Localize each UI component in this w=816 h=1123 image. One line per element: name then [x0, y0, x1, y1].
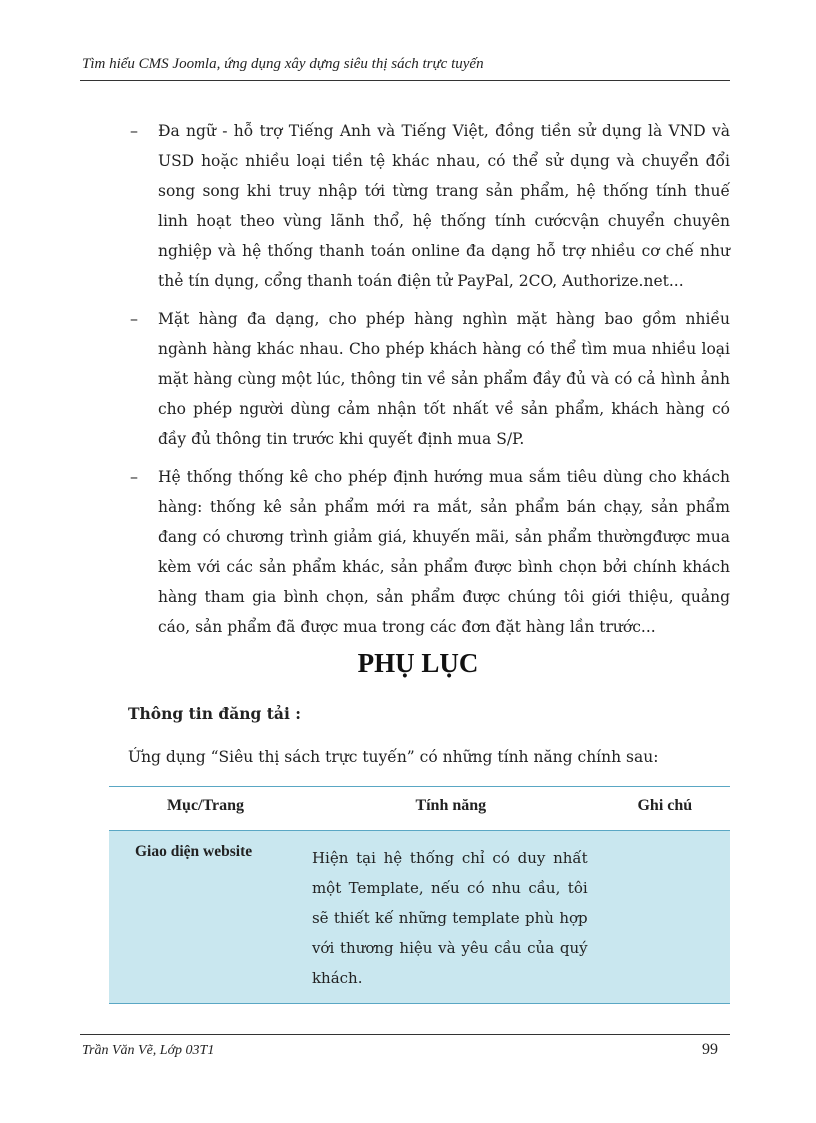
dash-marker: –: [130, 121, 138, 140]
page-footer: [80, 1034, 730, 1065]
dash-marker: –: [130, 309, 138, 328]
column-header-feature: Tính năng: [302, 787, 600, 831]
bullet-text: Hệ thống thống kê cho phép định hướng mua sắm tiêu dùng cho khách hàng: thống kê sản phẩm mới ra mắt, sản phẩm bán chạy, sản phẩm đang có chương trình giảm giá, khuyến mãi, sản phẩm thườngđược mua kèm với các sản phẩm khác, sản phẩm được bình chọn bởi chính khách hàng tham gia bình chọn, sản phẩm được chúng tôi giới thiệu, quảng cáo, sản phẩm đã được mua trong các đơn đặt hàng lần trước...: [158, 468, 730, 636]
column-header-item: Mục/Trang: [109, 787, 302, 831]
cell-feature: Hiện tại hệ thống chỉ có duy nhất một Template, nếu có nhu cầu, tôi sẽ thiết kế những template phù hợp với thương hiệu và yêu cầu của quý khách.: [302, 831, 600, 1004]
cell-item: Giao diện website: [109, 831, 302, 1004]
feature-bullet-list: [130, 116, 730, 650]
cell-note: [600, 831, 730, 1004]
column-header-note: Ghi chú: [600, 787, 730, 831]
page-header: [80, 56, 730, 81]
appendix-title: PHỤ LỤC: [357, 648, 479, 678]
section-subheading: Thông tin đăng tải :: [128, 704, 301, 723]
footer-author: Trần Văn Vẽ, Lớp 03T1: [82, 1043, 215, 1058]
table-header-row: [109, 787, 730, 831]
intro-paragraph: Ứng dụng “Siêu thị sách trực tuyến” có những tính năng chính sau:: [128, 748, 659, 766]
dash-marker: –: [130, 467, 138, 486]
list-item: [130, 462, 730, 642]
page-number: 99: [702, 1041, 718, 1058]
table-row: [109, 831, 730, 1004]
bullet-text: Đa ngữ - hỗ trợ Tiếng Anh và Tiếng Việt, đồng tiền sử dụng là VND và USD hoặc nhiều loại tiền tệ khác nhau, có thể sử dụng và chuyển đổi song song khi truy nhập tới từng trang sản phẩm, hệ thống tính thuế linh hoạt theo vùng lãnh thổ, hệ thống tính cướcvận chuyển chuyên nghiệp và hệ thống thanh toán online đa dạng hỗ trợ nhiều cơ chế như thẻ tín dụng, cổng thanh toán điện tử PayPal, 2CO, Authorize.net...: [158, 122, 730, 290]
features-table: [109, 786, 730, 1004]
header-title: Tìm hiểu CMS Joomla, ứng dụng xây dựng siêu thị sách trực tuyến: [82, 56, 484, 72]
list-item: [130, 304, 730, 454]
list-item: [130, 116, 730, 296]
bullet-text: Mặt hàng đa dạng, cho phép hàng nghìn mặt hàng bao gồm nhiều ngành hàng khác nhau. Cho phép khách hàng có thể tìm mua nhiều loại mặt hàng cùng một lúc, thông tin về sản phẩm đầy đủ và có cả hình ảnh cho phép người dùng cảm nhận tốt nhất về sản phẩm, khách hàng có đầy đủ thông tin trước khi quyết định mua S/P.: [158, 310, 730, 448]
